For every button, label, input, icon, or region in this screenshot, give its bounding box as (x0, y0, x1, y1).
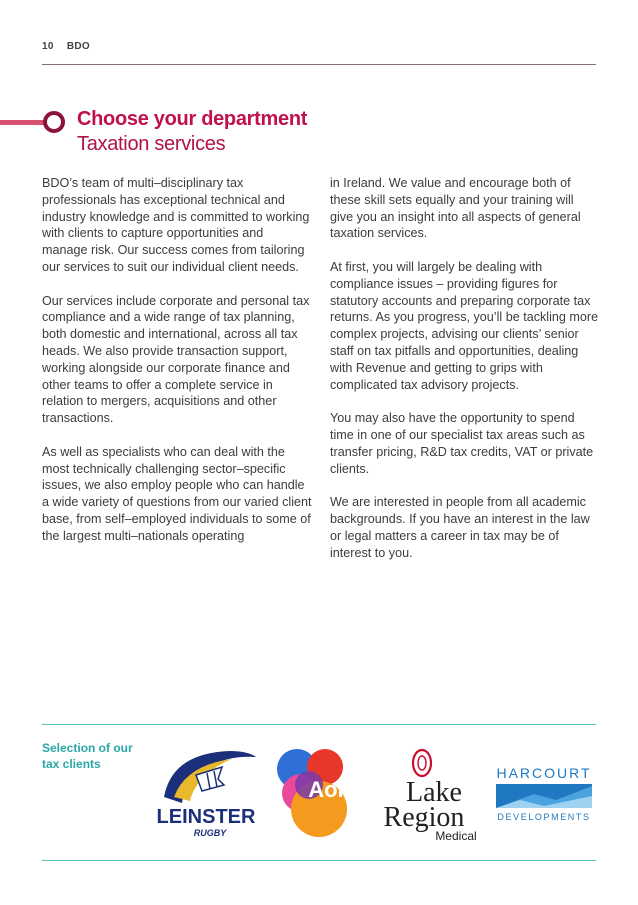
page-number: 10 (42, 41, 54, 52)
harcourt-wordmark: HARCOURT (496, 765, 592, 781)
aol-wordmark: Aol. (308, 777, 350, 802)
lake-region-medical-logo (378, 745, 488, 843)
rugby-wordmark: RUGBY (193, 828, 227, 838)
paragraph: We are interested in people from all academic backgrounds. If you have an interest in the law or legal matters a career in tax may be of interest to you. (330, 495, 590, 560)
paragraph: Our services include corporate and personal tax compliance and a wide range of tax planning, both domestic and international, across all tax heads. We also provide transaction support, working alongside our corporate finance and other teams to offer a complete service in relation to mergers, acquisitions and other transactions. (42, 293, 310, 426)
paragraph: BDO’s team of multi–disciplinary tax professionals has exceptional technical and industry knowledge and is committed to working with clients to capture opportunities and manage risk. Our success comes from tailoring our services to suit our individual client needs. (42, 176, 310, 274)
page-header (42, 41, 100, 52)
clients-label: Selection of our tax clients (42, 741, 133, 771)
region-wordmark: Region (383, 802, 465, 833)
developments-wordmark: DEVELOPMENTS (497, 812, 591, 822)
right-text-column (330, 175, 600, 578)
paragraph: At first, you will largely be dealing with compliance issues – providing figures for statutory accounts and preparing corporate tax returns. As you progress, you’ll be tackling more complex projects, advising our clients’ senior staff on tax pitfalls and opportunities, dealing with Revenue and getting to grips with complicated tax advisory projects. (330, 259, 599, 392)
leinster-wordmark: LEINSTER (156, 806, 256, 828)
brand-name: BDO (66, 41, 90, 52)
section-subtitle: Taxation services (77, 133, 226, 155)
paragraph: As well as specialists who can deal with the most technically challenging sector–specific issues, we also employ people who can handle a wide variety of questions from our varied client base, from self–employed individuals to some of the largest multi–nationals operating (42, 444, 312, 543)
section-ring-icon (43, 111, 65, 133)
lake-wordmark: Lake (406, 777, 462, 808)
left-text-column (42, 175, 312, 561)
clients-top-divider (42, 724, 596, 725)
aol-logo (275, 747, 365, 839)
paragraph: You may also have the opportunity to spend time in one of our specialist tax areas such as transfer pricing, R&D tax credits, VAT or private clients. (330, 411, 594, 476)
medical-wordmark: Medical (435, 829, 477, 843)
header-divider (42, 64, 596, 65)
clients-bottom-divider (42, 860, 596, 861)
section-accent-bar (0, 120, 46, 125)
harcourt-developments-logo (494, 764, 594, 824)
section-title: Choose your department (77, 108, 308, 130)
paragraph: in Ireland. We value and encourage both of these skill sets equally and your training will give you an insight into all aspects of general taxation services. (330, 176, 581, 241)
leinster-rugby-logo (152, 745, 262, 840)
